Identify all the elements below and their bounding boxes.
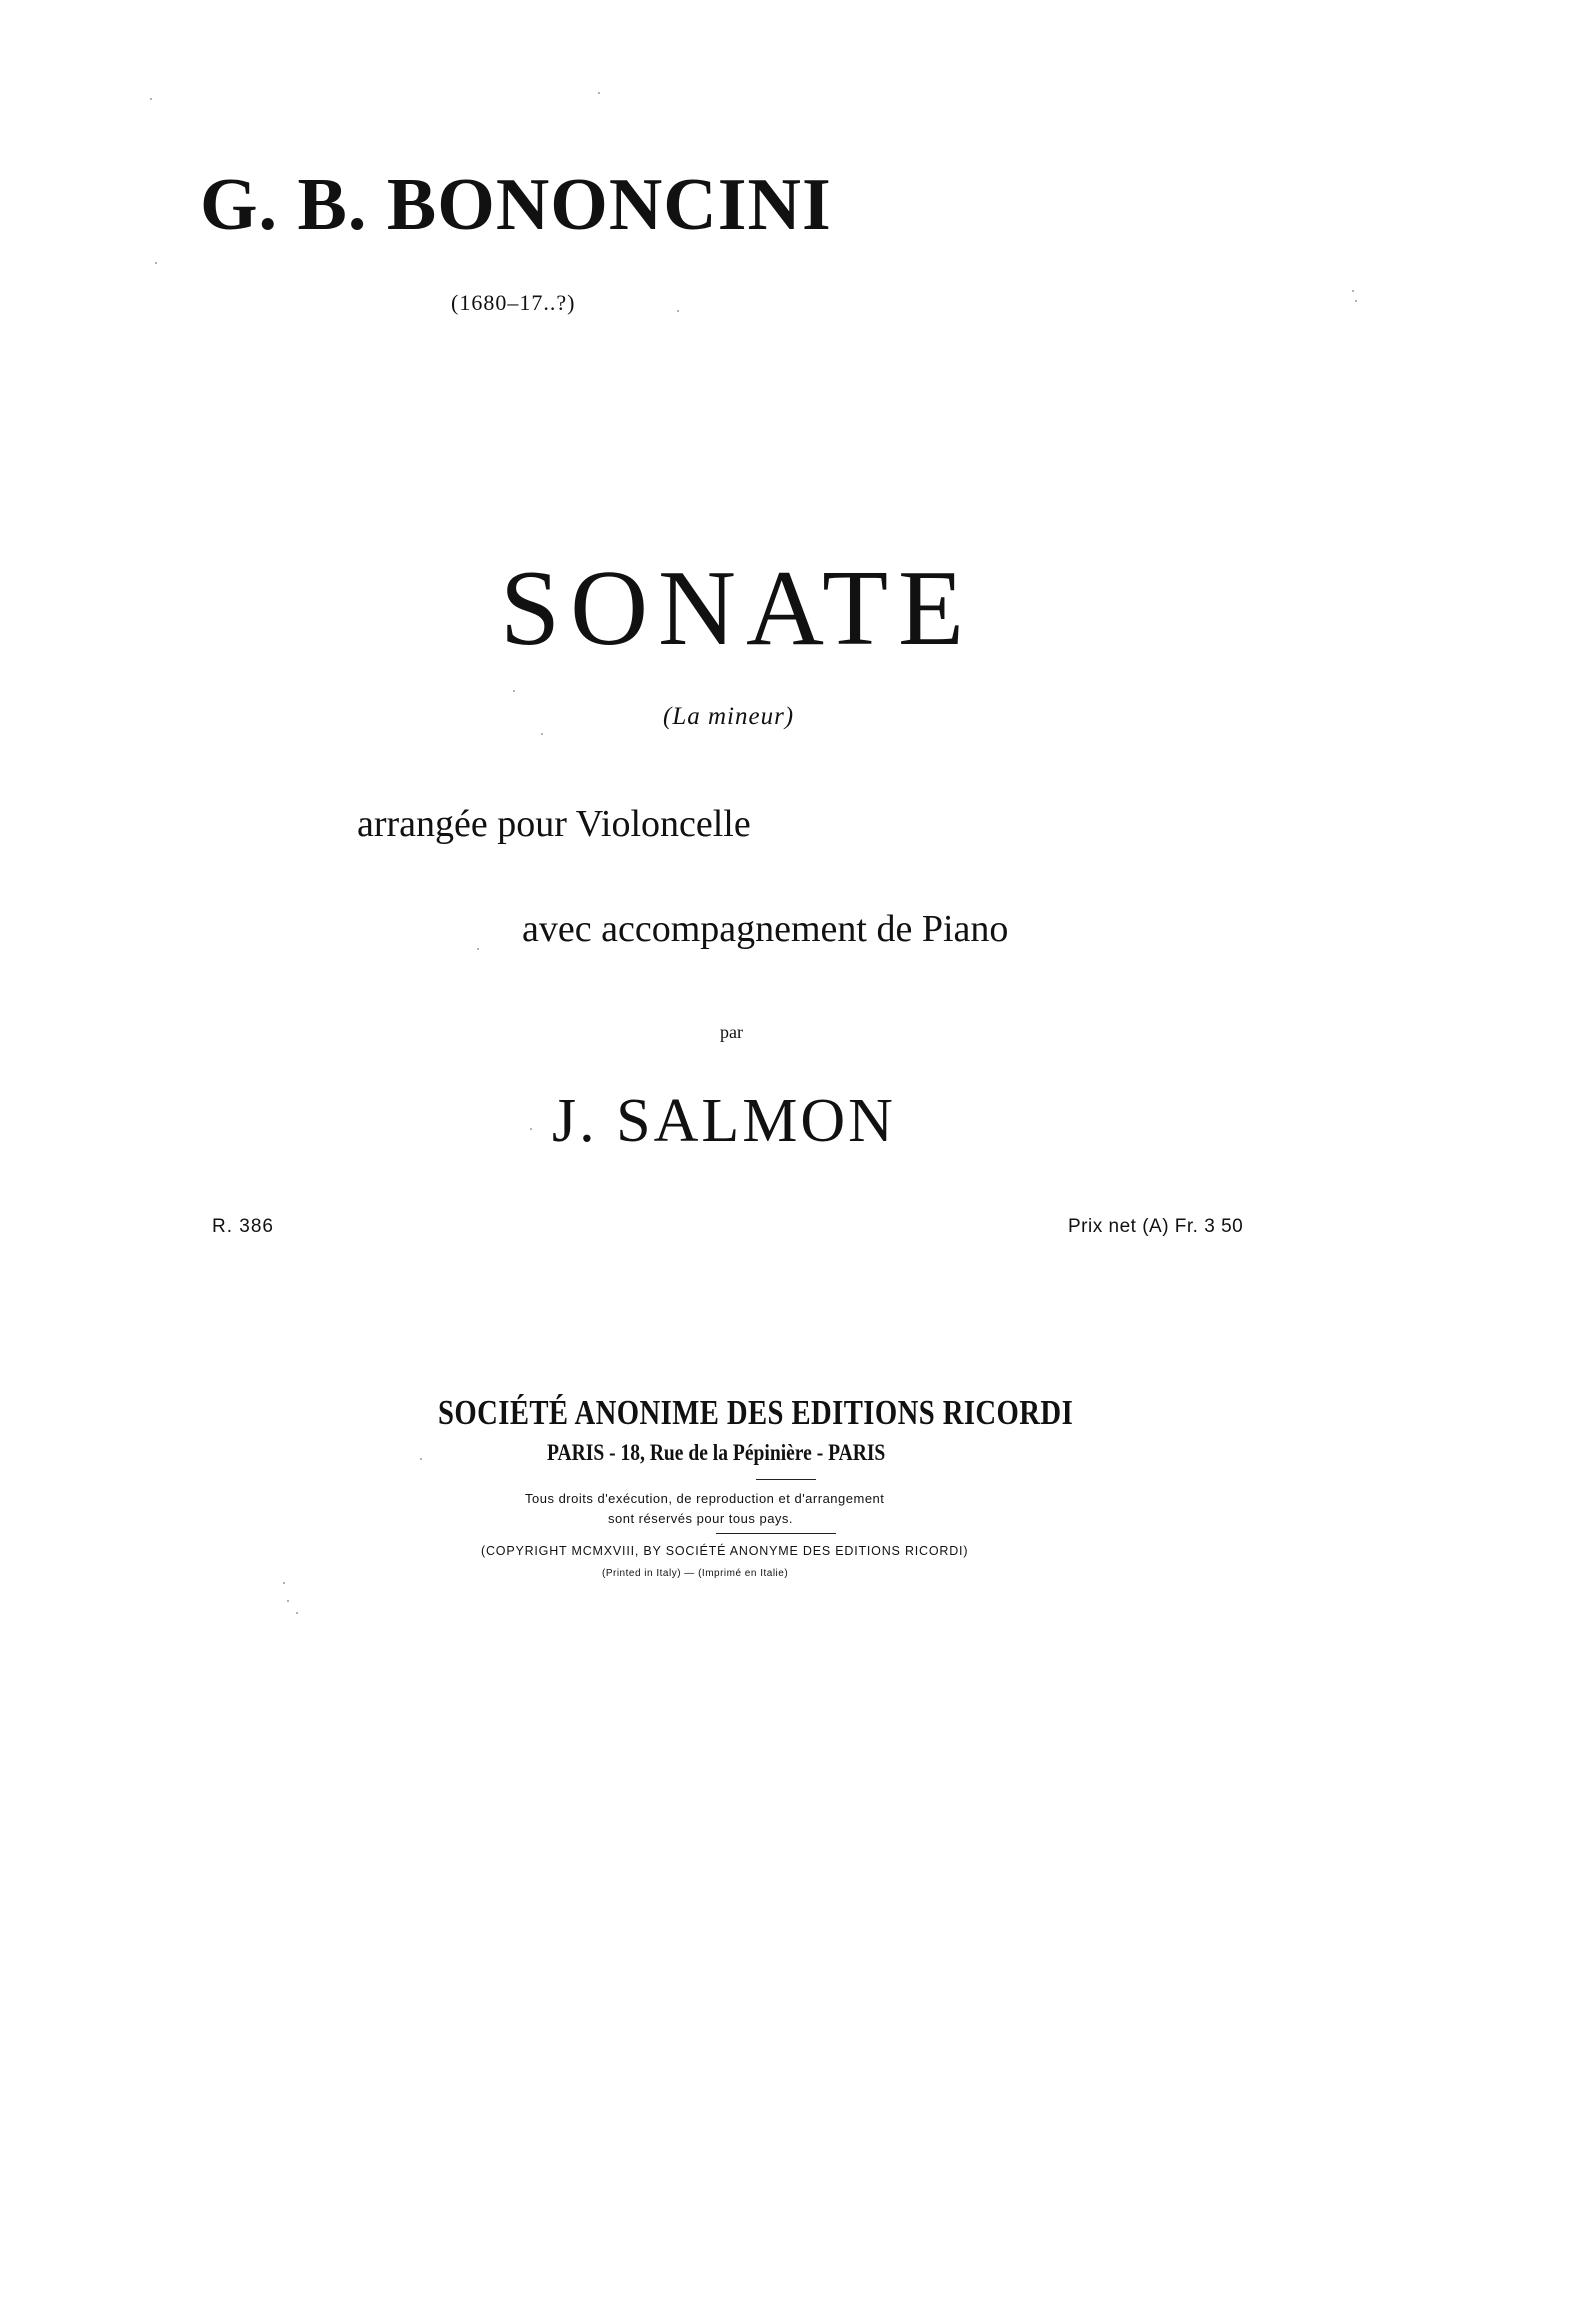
publisher-address: PARIS - 18, Rue de la Pépinière - PARIS: [547, 1440, 886, 1465]
arrangement-line-2: avec accompagnement de Piano: [522, 908, 1009, 950]
scan-speck: [1355, 300, 1357, 302]
scan-speck: [287, 1600, 289, 1602]
catalog-number: R. 386: [212, 1216, 274, 1237]
scan-speck: [513, 690, 515, 692]
scan-speck: [541, 733, 543, 735]
price: Prix net (A) Fr. 3 50: [1068, 1216, 1244, 1237]
work-title: SONATE: [500, 549, 975, 668]
copyright-notice: (COPYRIGHT MCMXVIII, BY SOCIÉTÉ ANONYME DES EDITIONS RICORDI): [481, 1544, 969, 1558]
divider: [756, 1479, 816, 1480]
work-key: (La mineur): [663, 703, 795, 730]
arranger-name: J. SALMON: [552, 1087, 896, 1155]
scan-speck: [477, 948, 479, 950]
printed-in-notice: (Printed in Italy) — (Imprimé en Italie): [602, 1568, 789, 1579]
by-label: par: [720, 1022, 743, 1042]
arrangement-line-1: arrangée pour Violoncelle: [357, 803, 751, 845]
scan-speck: [530, 1128, 532, 1130]
scan-speck: [1352, 290, 1354, 292]
publisher-name: SOCIÉTÉ ANONIME DES EDITIONS RICORDI: [438, 1393, 1074, 1432]
rights-notice-line-1: Tous droits d'exécution, de reproduction et d'arrangement: [525, 1491, 885, 1506]
divider: [716, 1533, 836, 1534]
composer-name: G. B. BONONCINI: [200, 164, 832, 246]
scan-speck: [283, 1582, 285, 1584]
scan-speck: [296, 1612, 298, 1614]
rights-notice-line-2: sont réservés pour tous pays.: [608, 1511, 794, 1526]
scan-speck: [677, 310, 679, 312]
scan-speck: [155, 262, 157, 264]
scan-speck: [598, 92, 600, 94]
scan-speck: [150, 98, 152, 100]
composer-dates: (1680–17..?): [451, 290, 576, 315]
scan-speck: [420, 1458, 422, 1460]
